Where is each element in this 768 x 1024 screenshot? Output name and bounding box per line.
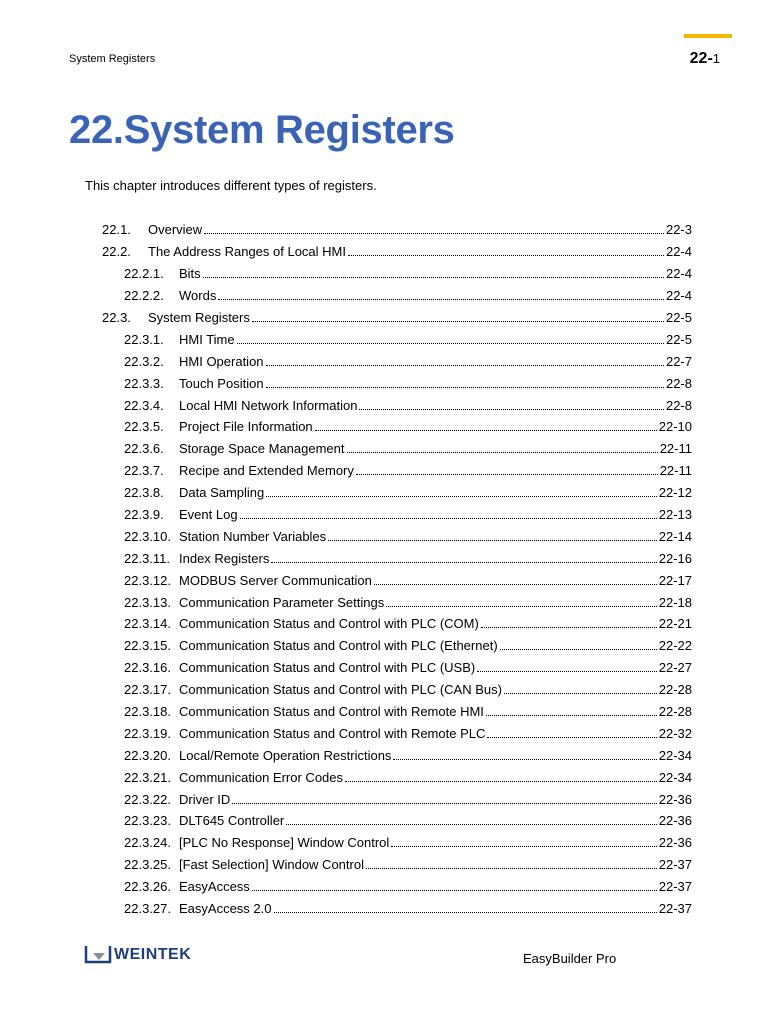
toc-dot-leader (252, 880, 657, 891)
toc-entry-number: 22.3.1. (124, 331, 164, 347)
toc-dot-leader (500, 639, 657, 650)
toc-dot-leader (271, 552, 656, 563)
toc-entry-title: Storage Space Management (179, 441, 345, 457)
toc-dot-leader (274, 902, 657, 913)
toc-entry[interactable] (102, 613, 692, 635)
toc-entry[interactable] (102, 701, 692, 723)
toc-entry-number: 22.3.23. (124, 813, 171, 829)
footer-logo-text: WEINTEK (114, 946, 192, 963)
toc-dot-leader (232, 793, 656, 804)
toc-entry-number: 22.2.1. (124, 266, 164, 282)
toc-entry[interactable] (102, 504, 692, 526)
toc-entry-page: 22-7 (665, 353, 692, 369)
toc-entry[interactable] (102, 219, 692, 241)
toc-dot-leader (237, 333, 664, 344)
toc-entry-number: 22.3.2. (124, 353, 164, 369)
toc-entry-title: System Registers (148, 310, 250, 325)
toc-entry-number: 22.3.14. (124, 616, 171, 632)
toc-dot-leader (356, 464, 658, 475)
toc-dot-leader (347, 442, 658, 453)
toc-entry[interactable] (102, 438, 692, 460)
header-accent-bar (684, 34, 732, 38)
toc-entry[interactable] (102, 832, 692, 854)
toc-entry-title: Recipe and Extended Memory (179, 463, 354, 479)
toc-entry-number: 22.3. (102, 310, 131, 325)
toc-entry-number: 22.3.6. (124, 441, 164, 457)
toc-entry-number: 22.3.19. (124, 725, 171, 741)
toc-dot-leader (266, 355, 664, 366)
toc-entry-number: 22.3.18. (124, 704, 171, 720)
toc-entry-title: Communication Status and Control with Remote HMI (179, 704, 484, 720)
toc-entry-number: 22.3.10. (124, 528, 171, 544)
toc-entry-number: 22.3.22. (124, 791, 171, 807)
toc-entry-number: 22.3.16. (124, 660, 171, 676)
toc-entry[interactable] (102, 679, 692, 701)
toc-entry-page: 22-12 (658, 485, 692, 501)
toc-entry-page: 22-3 (665, 222, 692, 238)
toc-entry-title: Communication Status and Control with Remote PLC (179, 725, 486, 741)
toc-dot-leader (477, 661, 657, 672)
toc-entry-number: 22.3.12. (124, 572, 171, 588)
toc-entry-page: 22-18 (658, 594, 692, 610)
toc-entry-title: [PLC No Response] Window Control (179, 835, 390, 851)
toc-entry-page: 22-11 (659, 463, 692, 479)
toc-entry-number: 22.3.11. (124, 550, 171, 566)
toc-entry[interactable] (102, 635, 692, 657)
toc-entry[interactable] (102, 482, 692, 504)
toc-entry-title: MODBUS Server Communication (179, 572, 372, 588)
weintek-logo-icon (84, 944, 112, 966)
toc-entry[interactable] (102, 372, 692, 394)
toc-entry-page: 22-5 (665, 331, 692, 347)
chapter-intro: This chapter introduces different types of registers. (85, 178, 377, 193)
toc-entry-page: 22-8 (665, 375, 692, 391)
toc-entry-number: 22.3.24. (124, 835, 171, 851)
toc-entry-page: 22-13 (658, 507, 692, 523)
toc-entry[interactable] (102, 460, 692, 482)
toc-entry-page: 22-14 (658, 528, 692, 544)
toc-entry-title: EasyAccess 2.0 (179, 901, 272, 917)
toc-entry[interactable] (102, 854, 692, 876)
footer-logo (84, 944, 191, 966)
toc-entry-page: 22-10 (658, 419, 692, 435)
toc-entry-title: Local HMI Network Information (179, 397, 358, 413)
toc-entry-page: 22-4 (665, 266, 692, 282)
toc-entry[interactable] (102, 766, 692, 788)
toc-entry[interactable] (102, 788, 692, 810)
table-of-contents (102, 219, 692, 920)
toc-entry[interactable] (102, 722, 692, 744)
header-page-number (690, 50, 720, 68)
toc-entry-title: Communication Parameter Settings (179, 594, 385, 610)
toc-entry-page: 22-37 (658, 879, 692, 895)
toc-dot-leader (393, 749, 656, 760)
toc-entry-number: 22.3.15. (124, 638, 171, 654)
toc-entry-title: EasyAccess (179, 879, 250, 895)
toc-dot-leader (366, 858, 657, 869)
toc-dot-leader (348, 245, 664, 256)
toc-entry[interactable] (102, 241, 692, 263)
toc-dot-leader (266, 486, 656, 497)
toc-entry-number: 22.3.5. (124, 419, 164, 435)
chapter-title: 22.System Registers (69, 108, 455, 152)
toc-entry-number: 22.3.26. (124, 879, 171, 895)
toc-entry-number: 22.3.3. (124, 375, 164, 391)
toc-dot-leader (481, 617, 657, 628)
toc-dot-leader (487, 727, 656, 738)
toc-entry-page: 22-36 (658, 791, 692, 807)
header-page-index: 1 (712, 51, 720, 66)
toc-entry-number: 22.3.17. (124, 682, 171, 698)
toc-entry[interactable] (102, 394, 692, 416)
toc-entry-page: 22-37 (658, 901, 692, 917)
toc-entry-title: Bits (179, 266, 201, 282)
toc-entry-title: Touch Position (179, 375, 264, 391)
toc-entry-page: 22-8 (665, 397, 692, 413)
toc-entry-title: The Address Ranges of Local HMI (148, 244, 346, 260)
toc-entry-title: Overview (148, 222, 203, 238)
toc-entry[interactable] (102, 547, 692, 569)
toc-entry-page: 22-17 (658, 572, 692, 588)
toc-entry-page: 22-16 (658, 550, 692, 566)
toc-entry-page: 22-27 (658, 660, 692, 676)
toc-entry-number: 22.3.21. (124, 769, 171, 785)
toc-entry-title: Data Sampling (179, 485, 265, 501)
toc-entry[interactable] (102, 525, 692, 547)
toc-entry[interactable] (102, 569, 692, 591)
toc-dot-leader (359, 399, 664, 410)
toc-entry-title: DLT645 Controller (179, 813, 285, 829)
toc-entry-page: 22-4 (665, 288, 692, 304)
toc-entry-title: Local/Remote Operation Restrictions (179, 747, 392, 763)
toc-entry[interactable] (102, 657, 692, 679)
toc-entry-title: Communication Status and Control with PLC (Ethernet) (179, 638, 498, 654)
toc-entry-title: Index Registers (179, 550, 270, 566)
toc-entry-title: Project File Information (179, 419, 313, 435)
toc-dot-leader (345, 771, 657, 782)
toc-dot-leader (504, 683, 657, 694)
toc-entry-number: 22.3.9. (124, 507, 164, 523)
footer-product-name: EasyBuilder Pro (523, 951, 617, 966)
toc-dot-leader (286, 814, 656, 825)
toc-entry-number: 22.3.7. (124, 463, 164, 479)
toc-entry-page: 22-36 (658, 813, 692, 829)
toc-entry-number: 22.2.2. (124, 288, 164, 304)
toc-entry-page: 22-5 (665, 310, 692, 325)
toc-entry-page: 22-34 (658, 769, 692, 785)
toc-dot-leader (315, 420, 657, 431)
toc-dot-leader (386, 596, 657, 607)
toc-entry-number: 22.3.4. (124, 397, 164, 413)
toc-entry-page: 22-4 (665, 244, 692, 260)
toc-entry-number: 22.3.27. (124, 901, 171, 917)
toc-entry-title: Communication Status and Control with PLC (USB) (179, 660, 476, 676)
toc-entry-title: Station Number Variables (179, 528, 327, 544)
toc-entry[interactable] (102, 307, 692, 329)
header-section-label: System Registers (69, 53, 156, 65)
toc-dot-leader (204, 223, 664, 234)
toc-entry-page: 22-22 (658, 638, 692, 654)
toc-dot-leader (391, 836, 656, 847)
toc-entry-page: 22-36 (658, 835, 692, 851)
toc-entry[interactable] (102, 876, 692, 898)
toc-entry[interactable] (102, 263, 692, 285)
toc-entry-number: 22.1. (102, 222, 131, 238)
toc-entry[interactable] (102, 285, 692, 307)
toc-entry-page: 22-34 (658, 747, 692, 763)
toc-entry-title: Words (179, 288, 217, 304)
toc-entry-number: 22.2. (102, 244, 131, 260)
toc-entry[interactable] (102, 810, 692, 832)
toc-entry-title: Communication Status and Control with PLC (COM) (179, 616, 479, 632)
toc-entry-page: 22-37 (658, 857, 692, 873)
toc-entry-number: 22.3.13. (124, 594, 171, 610)
toc-entry[interactable] (102, 898, 692, 920)
toc-dot-leader (266, 377, 664, 388)
toc-dot-leader (218, 289, 664, 300)
toc-dot-leader (252, 311, 664, 322)
toc-entry-title: Driver ID (179, 791, 231, 807)
toc-entry-number: 22.3.20. (124, 747, 171, 763)
toc-dot-leader (374, 574, 657, 585)
toc-entry-page: 22-21 (658, 616, 692, 632)
toc-entry-title: Event Log (179, 507, 238, 523)
toc-entry[interactable] (102, 744, 692, 766)
toc-entry[interactable] (102, 591, 692, 613)
toc-entry-title: HMI Time (179, 331, 235, 347)
toc-entry-title: Communication Error Codes (179, 769, 344, 785)
toc-entry-page: 22-32 (658, 725, 692, 741)
toc-entry[interactable] (102, 350, 692, 372)
toc-dot-leader (328, 530, 657, 541)
toc-entry-page: 22-11 (659, 441, 692, 457)
toc-entry[interactable] (102, 416, 692, 438)
toc-entry-number: 22.3.8. (124, 485, 164, 501)
toc-dot-leader (240, 508, 657, 519)
header-chapter-number: 22- (689, 50, 713, 67)
toc-dot-leader (486, 705, 657, 716)
toc-entry-title: [Fast Selection] Window Control (179, 857, 364, 873)
toc-entry-title: HMI Operation (179, 353, 264, 369)
toc-entry-number: 22.3.25. (124, 857, 171, 873)
toc-entry[interactable] (102, 328, 692, 350)
toc-entry-title: Communication Status and Control with PLC (CAN Bus) (179, 682, 502, 698)
toc-entry-page: 22-28 (658, 682, 692, 698)
toc-entry-page: 22-28 (658, 704, 692, 720)
toc-dot-leader (203, 267, 664, 278)
